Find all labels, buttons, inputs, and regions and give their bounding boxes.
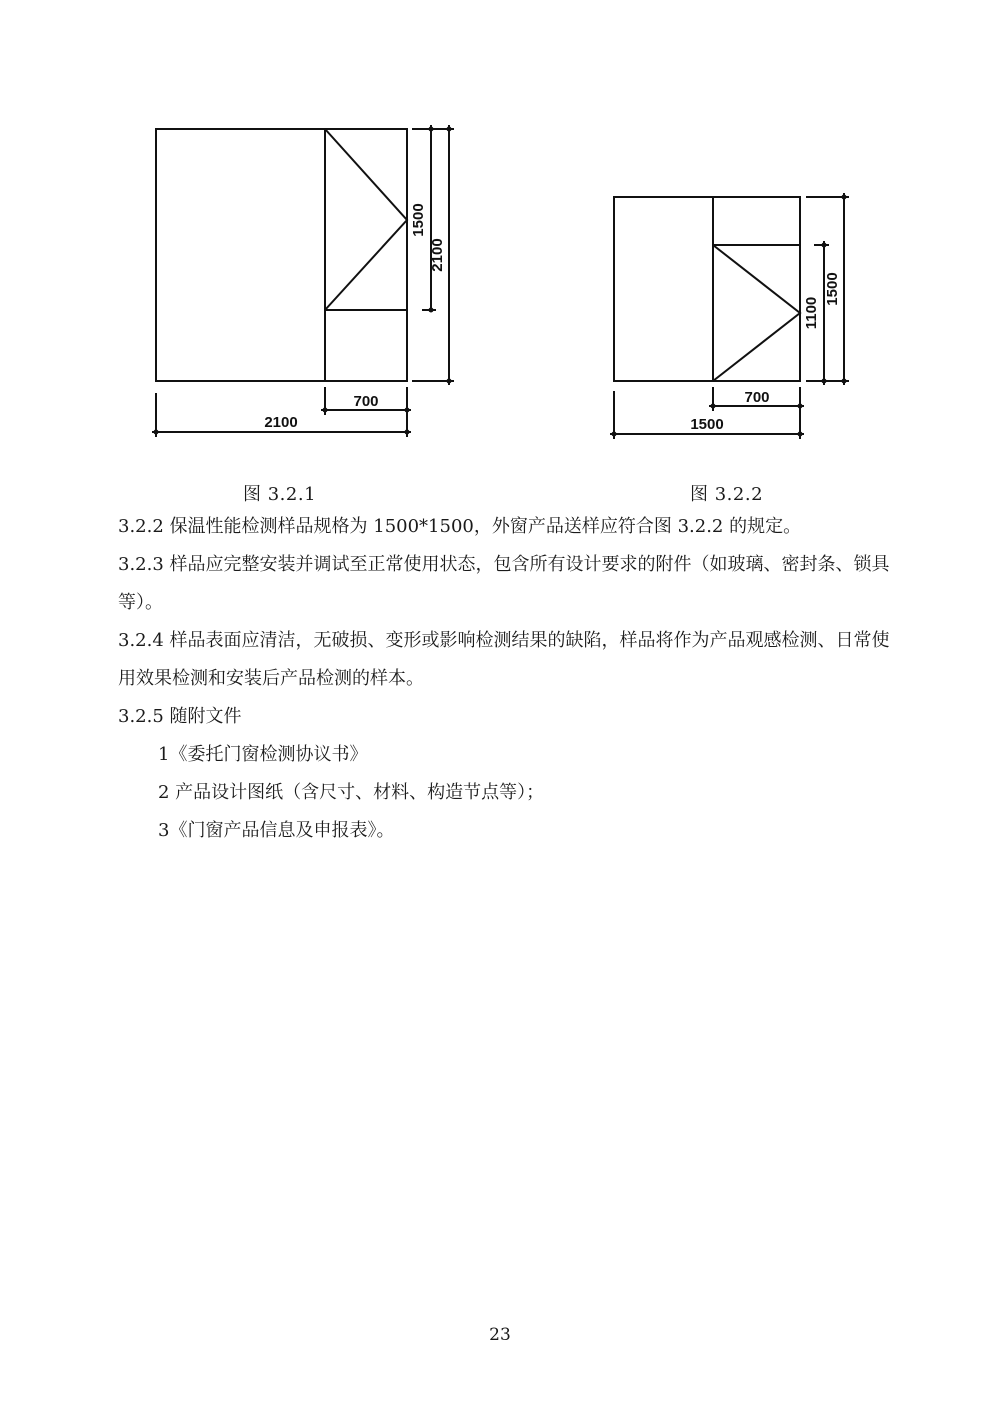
dim-sash-height: 1500 [410, 203, 427, 237]
door-window-drawing [140, 115, 470, 445]
dim-total-height: 2100 [429, 238, 446, 272]
figure-3-2-2 [600, 185, 870, 445]
paragraph-3-2-3: 3.2.3 样品应完整安装并调试至正常使用状态，包含所有设计要求的附件（如玻璃、密封条、锁具等）。 [118, 554, 890, 613]
dim-sash-width: 700 [744, 389, 770, 406]
window-drawing [600, 185, 870, 445]
figure-3-2-1 [140, 115, 470, 445]
figure-caption-3-2-2: 图 3.2.2 [690, 484, 764, 505]
outer-frame [614, 197, 800, 381]
page-number: 23 [489, 1325, 511, 1345]
paragraph-3-2-2: 3.2.2 保温性能检测样品规格为 1500*1500，外窗产品送样应符合图 3.2.2 的规定。 [118, 516, 802, 537]
attachment-item-3: 3《门窗产品信息及申报表》。 [158, 820, 395, 841]
dim-total-width: 2100 [264, 414, 298, 431]
dim-sash-width: 700 [353, 393, 379, 410]
attachment-item-1: 1《委托门窗检测协议书》 [158, 744, 368, 765]
opening-direction-symbol [325, 129, 407, 310]
dim-total-width: 1500 [690, 416, 724, 433]
dim-sash-height: 1100 [803, 296, 820, 330]
dim-total-height: 1500 [824, 272, 841, 306]
body-text [118, 508, 893, 850]
paragraph-3-2-5: 3.2.5 随附文件 [118, 706, 242, 727]
outer-frame [156, 129, 407, 381]
attachment-item-2: 2 产品设计图纸（含尺寸、材料、构造节点等）； [158, 782, 545, 803]
figure-caption-3-2-1: 图 3.2.1 [243, 484, 317, 505]
opening-direction-symbol [713, 245, 800, 381]
paragraph-3-2-4: 3.2.4 样品表面应清洁，无破损、变形或影响检测结果的缺陷，样品将作为产品观感检测、日常使用效果检测和安装后产品检测的样本。 [118, 630, 890, 689]
